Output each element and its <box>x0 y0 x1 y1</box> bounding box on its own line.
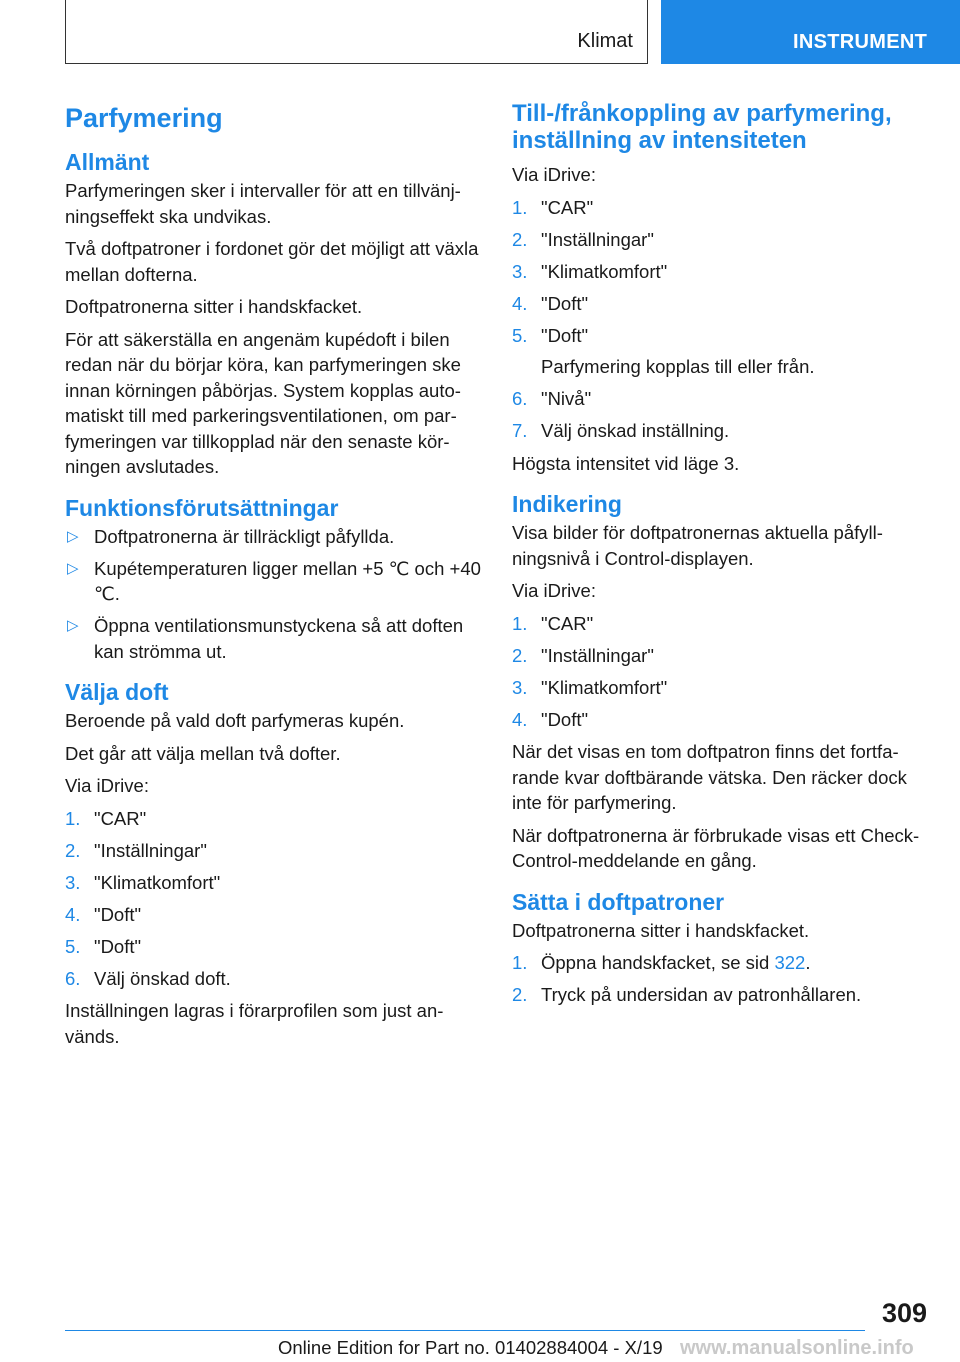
page-number: 309 <box>881 1298 927 1328</box>
paragraph: Inställningen lagras i förarprofilen som just an-vänds. <box>65 1000 444 1047</box>
list-item: ▷ Doftpatronerna är tillräckligt påfyllda. <box>65 524 481 550</box>
list-item: 4. "Doft" <box>65 903 142 925</box>
list-item: 2. "Inställningar" <box>65 839 207 861</box>
paragraph: Via iDrive: <box>65 775 149 796</box>
list-item: 1. "CAR" <box>512 612 594 634</box>
header-chapter-label: INSTRUMENT <box>793 31 928 53</box>
page-reference-link[interactable]: 322 <box>774 952 806 973</box>
list-item: 7. Välj önskad inställning. <box>512 420 730 441</box>
list-item: 1. Öppna handskfacket, se sid 322. <box>512 952 811 973</box>
heading-allmant: Allmänt <box>65 149 150 175</box>
header-chapter-tab[interactable] <box>661 0 960 64</box>
paragraph: Doftpatronerna sitter i handskfacket. <box>512 919 810 941</box>
paragraph: Högsta intensitet vid läge 3. <box>512 452 740 474</box>
list-item: 6. Välj önskad doft. <box>65 967 231 989</box>
heading-valja-doft: Välja doft <box>65 679 169 705</box>
list-item: 3. "Klimatkomfort" <box>512 676 668 698</box>
paragraph: För att säkerställa en angenäm kupédoft i bilen redan när du börjar köra, kan parfymeringen ske innan körningen påbörjas. System kopplas auto-matiskt till med parkeringsventilationen, om par-fymeringen var tillkopplad när den senaste kör-ningen avslutades. <box>65 328 461 477</box>
heading-till-frankoppling: Till-/frånkoppling av parfymering, inställning av intensiteten <box>512 100 892 154</box>
paragraph: När det visas en tom doftpatron finns det fortfa-rande kvar doftbärande vätska. Den räcker dock inte för parfymering. <box>512 741 907 813</box>
list-item: ▷ Kupétemperaturen ligger mellan +5 ℃ och +40 ℃. <box>67 557 481 604</box>
paragraph: Via iDrive: <box>512 580 596 601</box>
paragraph: Två doftpatroner i fordonet gör det möjligt att växla mellan dofterna. <box>65 238 479 285</box>
list-item: 6. "Nivå" <box>512 388 592 409</box>
paragraph: Beroende på vald doft parfymeras kupén. <box>65 710 405 731</box>
list-item: 5. "Doft" <box>65 935 142 957</box>
triangle-bullet-icon: ▷ <box>67 559 79 577</box>
list-item: 3. "Klimatkomfort" <box>65 871 221 893</box>
paragraph: När doftpatronerna är förbrukade visas ett Check-Control-meddelande en gång. <box>512 824 920 871</box>
paragraph: Via iDrive: <box>512 164 596 185</box>
paragraph: Parfymeringen sker i intervaller för att en tillvänj-ningseffekt ska undvikas. <box>65 180 461 227</box>
watermark-logo: www.manualsonline.info <box>680 1337 914 1359</box>
list-item: ▷ Öppna ventilationsmunstyckena så att doften kan strömma ut. <box>67 615 464 662</box>
list-item: 4. "Doft" <box>512 292 589 314</box>
list-item: 1. "CAR" <box>512 196 594 218</box>
footer-divider <box>65 1330 865 1331</box>
left-column <box>65 100 481 1056</box>
header-section-title: Klimat <box>577 30 633 52</box>
step-list <box>512 611 928 733</box>
bullet-list <box>65 524 481 665</box>
list-item: 2. "Inställningar" <box>512 644 654 666</box>
paragraph: Doftpatronerna sitter i handskfacket. <box>65 296 363 317</box>
triangle-bullet-icon: ▷ <box>67 617 79 634</box>
list-item: 2. "Inställningar" <box>512 228 654 250</box>
step-list <box>512 195 928 444</box>
step-list <box>65 806 481 992</box>
heading-funktionsforutsattningar: Funktionsförutsättningar <box>65 494 339 521</box>
paragraph: Det går att välja mellan två dofter. <box>65 742 341 764</box>
list-item: 5. "Doft" Parfymering kopplas till eller från. <box>512 324 815 377</box>
heading-indikering: Indikering <box>512 491 622 517</box>
list-item: 2. Tryck på undersidan av patronhållaren. <box>512 984 862 1005</box>
header-section-box <box>65 0 648 64</box>
triangle-bullet-icon: ▷ <box>67 527 79 545</box>
footer-edition-text: Online Edition for Part no. 01402884004 - X/19 <box>278 1337 663 1358</box>
step-list <box>512 950 928 1008</box>
heading-satta-i-doftpatroner: Sätta i doftpatroner <box>512 888 725 915</box>
list-item: 1. "CAR" <box>65 807 147 829</box>
list-item: 4. "Doft" <box>512 708 589 730</box>
right-column <box>512 100 928 1015</box>
list-item: 3. "Klimatkomfort" <box>512 260 668 282</box>
page-title: Parfymering <box>65 103 223 133</box>
paragraph: Visa bilder för doftpatronernas aktuella påfyll-ningsnivå i Control-displayen. <box>512 522 883 569</box>
